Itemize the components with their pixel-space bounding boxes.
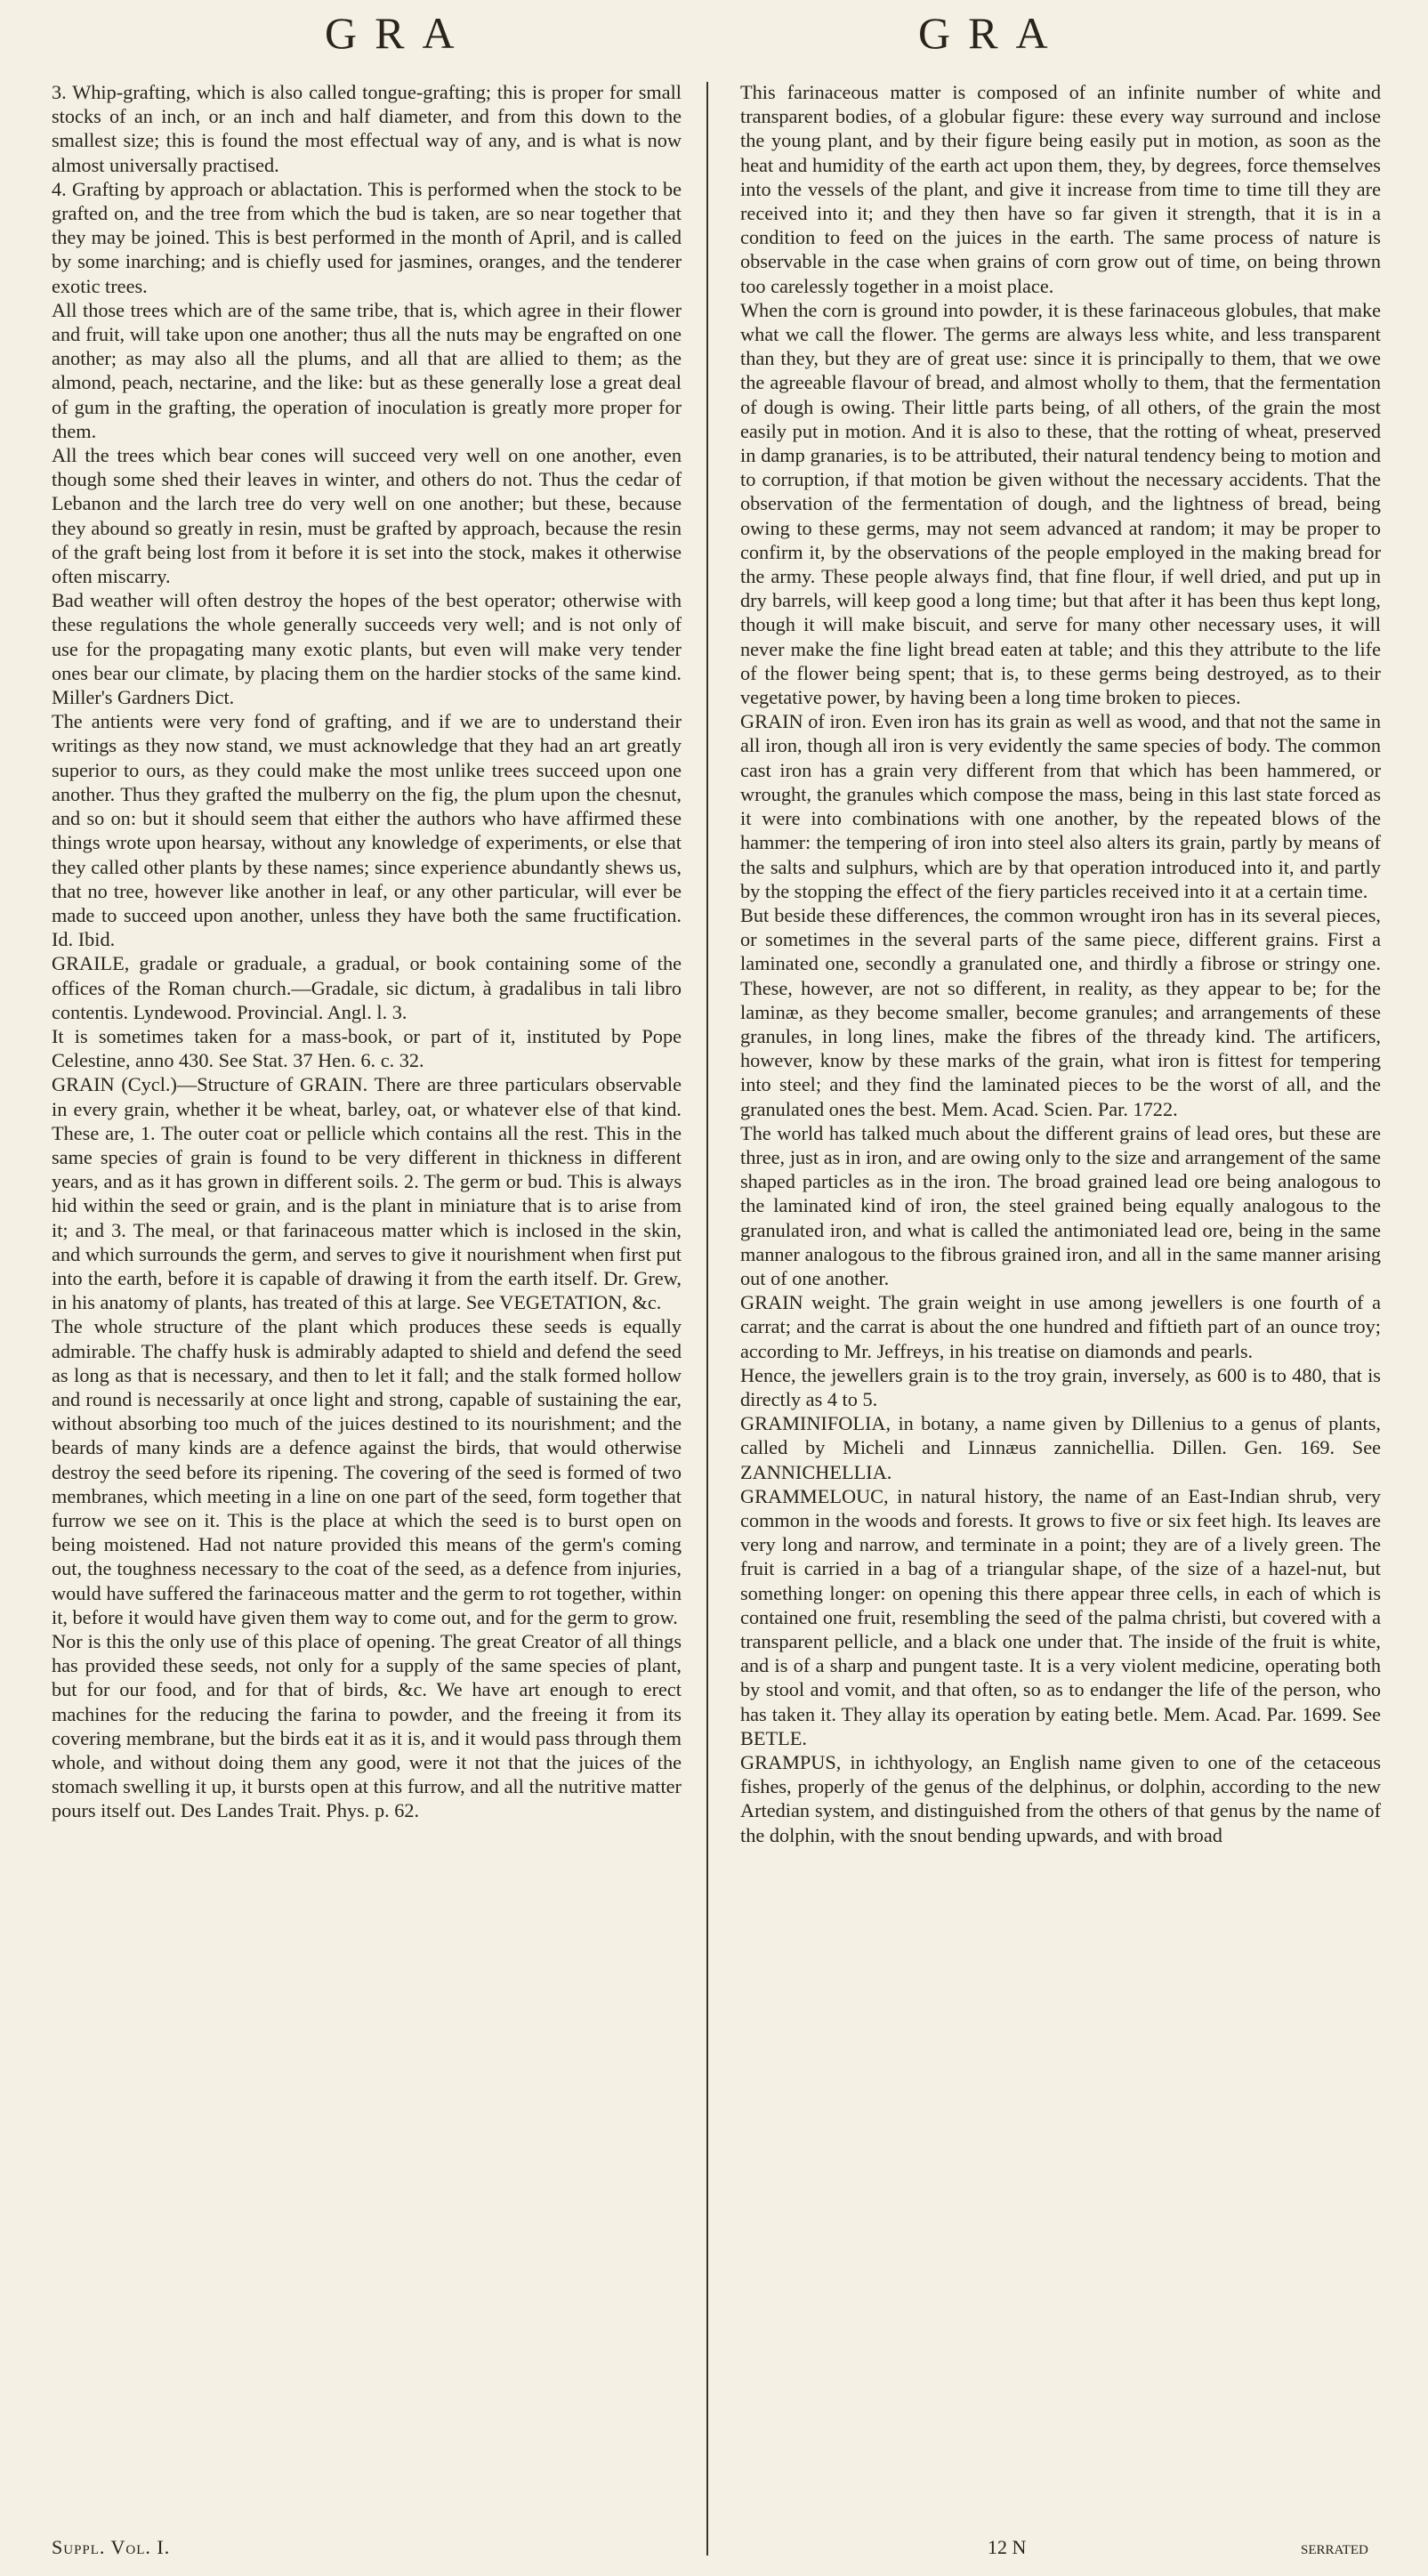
paragraph: The antients were very fond of grafting, and if we are to understand their writings as they now stand, we must acknowledge that they had an art greatly superior to ours, as they could make the most unlike trees succeed upon one another. Thus they grafted the mulberry on the fig, the plum upon the chesnut, and so on: but it should seem that either the authors who have affirmed these things wrote upon hearsay, without any knowledge of experiments, or else that they called other plants by these names; since experience abundantly shews us, that no tree, however like another in leaf, or any other particular, will ever be made to succeed upon another, unless they have both the same fructification. Id. Ibid. <box>52 710 682 951</box>
footer-volume: Suppl. Vol. I. <box>52 2536 171 2558</box>
paragraph: All the trees which bear cones will succeed very well on one another, even though some shed their leaves in winter, and others do not. Thus the cedar of Lebanon and the larch tree do very well on one another; but these, because they abound so greatly in resin, must be grafted by approach, because the resin of the graft being lost from it before it is set into the stock, makes it otherwise often miscarry. <box>52 444 682 588</box>
running-head-right: GRA <box>918 8 1066 58</box>
running-head-left: GRA <box>325 8 472 58</box>
paragraph: Bad weather will often destroy the hopes of the best operator; otherwise with these regulations the whole generally succeeds very well; and is not only of use for the propagating many exotic plants, but even will make very tender ones bear our climate, by placing them on the hardier stocks of the same kind. Miller's Gardners Dict. <box>52 589 682 709</box>
left-column <box>52 80 682 1823</box>
paragraph: 4. Grafting by approach or ablactation. This is performed when the stock to be grafted on, and the tree from which the bud is taken, are so near together that they may be joined. This is best performed in the month of April, and is called by some inarching; and is chiefly used for jasmines, oranges, and the tenderer exotic trees. <box>52 177 682 297</box>
paragraph: The whole structure of the plant which produces these seeds is equally admirable. The chaffy husk is admirably adapted to shield and defend the seed as long as that is necessary, and then to let it fall; and the stalk formed hollow and round is necessarily at once light and strong, capable of sustaining the ear, without absorbing too much of the juices destined to its nourishment; and the beards of many kinds are a defence against the birds, that would otherwise destroy the seed before its ripening. The covering of the seed is formed of two membranes, which meeting in a line on one part of the seed, form together that furrow we see on it. This is the place at which the seed is to burst open on being moistened. Had not nature provided this means of the germ's coming out, the toughness necessary to the coat of the seed, as a defence from injuries, would have suffered the farinaceous matter and the germ to rot together, within it, before it would have given them way to come out, and for the germ to grow. <box>52 1315 682 1628</box>
paragraph: This farinaceous matter is composed of an infinite number of white and transparent bodies, of a globular figure: these every way surround and inclose the young plant, and by their figure being easily put in motion, as soon as the heat and humidity of the earth act upon them, they, by degrees, force themselves into the vessels of the plant, and give it increase from time to time till they are received into it; and they then have so far given it strength, that it is in a condition to feed on the juices in the earth. The same process of nature is observable in the case when grains of corn grow out of time, on being thrown too carelessly together in a moist place. <box>740 81 1381 297</box>
footer-catchword: serrated <box>1301 2536 1368 2558</box>
paragraph: But beside these differences, the common wrought iron has in its several pieces, or sometimes in the several parts of the same piece, different grains. First a laminated one, secondly a granulated one, and thirdly a fibrose or stringy one. These, however, are not so different, in reality, as they appear to be; for the laminæ, as they become smaller, become granules; and arrangements of these granules, in long lines, make the fibres of the thready kind. The artificers, however, know by these marks of the grain, what iron is fittest for tempering into steel; and they find the laminated pieces to be the worst of all, and the granulated ones the best. Mem. Acad. Scien. Par. 1722. <box>740 903 1381 1120</box>
entry-graile: GRAILE, gradale or graduale, a gradual, or book containing some of the offices of the Roman church.—Gradale, sic dictum, à gradalibus in tali libro contentis. Lyndewood. Provincial. Angl. l. 3. <box>52 952 682 1023</box>
entry-grain: GRAIN (Cycl.)—Structure of GRAIN. There are three particulars observable in every grain, whether it be wheat, barley, oat, or whatever else of that kind. These are, 1. The outer coat or pellicle which contains all the rest. This in the same species of grain is found to be very different in thickness in different years, and as it has grown in different soils. 2. The germ or bud. This is always hid within the seed or grain, and is the plant in miniature that is to arise from it; and 3. The meal, or that farinaceous matter which is inclosed in the skin, and which surrounds the germ, and serves to give it nourishment when first put into the earth, before it is capable of drawing it from the earth itself. Dr. Grew, in his anatomy of plants, has treated of this at large. See VEGETATION, &c. <box>52 1073 682 1314</box>
entry-graminifolia: GRAMINIFOLIA, in botany, a name given by Dillenius to a genus of plants, called by Micheli and Linnæus zannichellia. Dillen. Gen. 169. See ZANNICHELLIA. <box>740 1412 1381 1483</box>
entry-grampus: GRAMPUS, in ichthyology, an English name given to one of the cetaceous fishes, properly of the genus of the delphinus, or dolphin, according to the new Artedian system, and distinguished from the others of that genus by the name of the dolphin, with the snout bending upwards, and with broad <box>740 1751 1381 1846</box>
entry-grain-of-iron: GRAIN of iron. Even iron has its grain as well as wood, and that not the same in all iron, though all iron is very evidently the same species of body. The common cast iron has a grain very different from that which has been hammered, or wrought, the granules which compose the mass, being in this last state forced as it were into combinations with one another, by the repeated blows of the hammer: the tempering of iron into steel also alters its grain, partly by means of the salts and sulphurs, which are by that operation introduced into it, and partly by the stopping the effect of the fiery particles received into it at a certain time. <box>740 710 1381 902</box>
footer-signature: 12 N <box>988 2536 1027 2558</box>
paragraph: The world has talked much about the different grains of lead ores, but these are three, just as in iron, and are owing only to the size and arrangement of the same shaped particles as in the iron. The broad grained lead ore being analogous to the laminated kind of iron, the steel grained being equally analogous to the granulated iron, and what is called the antimoniated lead ore, being in the same manner analogous to the fibrous grained iron, and all in the same manner arising out of one another. <box>740 1121 1381 1289</box>
paragraph: It is sometimes taken for a mass-book, or part of it, instituted by Pope Celestine, anno 430. See Stat. 37 Hen. 6. c. 32. <box>52 1024 682 1072</box>
column-divider <box>706 82 708 2556</box>
paragraph: 3. Whip-grafting, which is also called tongue-grafting; this is proper for small stocks of an inch, or an inch and half diameter, and from this down to the smallest size; this is found the most effectual way of any, and is what is now almost universally practised. <box>52 81 682 176</box>
entry-grain-weight: GRAIN weight. The grain weight in use among jewellers is one fourth of a carrat; and the carrat is about the one hundred and fiftieth part of an ounce troy; according to Mr. Jeffreys, in his treatise on diamonds and pearls. <box>740 1291 1381 1362</box>
paragraph: Nor is this the only use of this place of opening. The great Creator of all things has provided these seeds, not only for a supply of the same species of plant, but for our food, and for that of birds, &c. We have art enough to erect machines for the reducing the farina to powder, and the freeing it from its covering membrane, but the birds eat it as it is, and it would pass through them whole, and without doing them any good, were it not that the juices of the stomach swelling it up, it bursts open at this furrow, and all the nutritive matter pours itself out. Des Landes Trait. Phys. p. 62. <box>52 1630 682 1822</box>
paragraph: All those trees which are of the same tribe, that is, which agree in their flower and fruit, will take upon one another; thus all the nuts may be engrafted on one another; as may also all the plums, and all that are allied to them; as the almond, peach, nectarine, and the like: but as these generally lose a great deal of gum in the grafting, the operation of inoculation is greatly more proper for them. <box>52 298 682 442</box>
paragraph: Hence, the jewellers grain is to the troy grain, inversely, as 600 is to 480, that is directly as 4 to 5. <box>740 1363 1381 1410</box>
paragraph: When the corn is ground into powder, it is these farinaceous globules, that make what we call the flower. The germs are always less white, and less transparent than they, but they are of great use: since it is principally to them, that we owe the agreeable flavour of bread, and almost wholly to them, that the fermentation of dough is owing. Their little parts being, of all others, of the grain the most easily put in motion. And it is also to these, that the rotting of wheat, preserved in damp granaries, is to be attributed, their natural tendency being to motion and to corruption, if that motion be given without the necessary accidents. That the observation of the fermentation of dough, and the lightness of bread, being owing to these germs, may not seem advanced at random; it may be proper to confirm it, by the observations of the people employed in the making bread for the army. These people always find, that fine flour, if well dried, and put up in dry barrels, will keep good a long time; but that after it has been thus kept long, though it will make biscuit, and serve for many other necessary uses, it will never make the fine light bread eaten at table; and this they attribute to the life of the flower being spent; that is, to these germs being destroyed, as to their vegetative power, by having been a long time broken to pieces. <box>740 298 1381 709</box>
right-column <box>740 80 1381 1847</box>
entry-grammelouc: GRAMMELOUC, in natural history, the name of an East-Indian shrub, very common in the woods and forests. It grows to five or six feet high. Its leaves are very long and narrow, and terminate in a point; they are of a lively green. The fruit is carried in a bag of a triangular shape, of the size of a hazel-nut, but something longer: on opening this there appear three cells, in each of which is contained one fruit, resembling the seed of the palma christi, but covered with a transparent pellicle, and a black one under that. The inside of the fruit is white, and is of a sharp and pungent taste. It is a very violent medicine, operating both by stool and vomit, and that often, so as to endanger the life of the person, who has taken it. They allay its operation by eating betle. Mem. Acad. Par. 1699. See BETLE. <box>740 1484 1381 1749</box>
